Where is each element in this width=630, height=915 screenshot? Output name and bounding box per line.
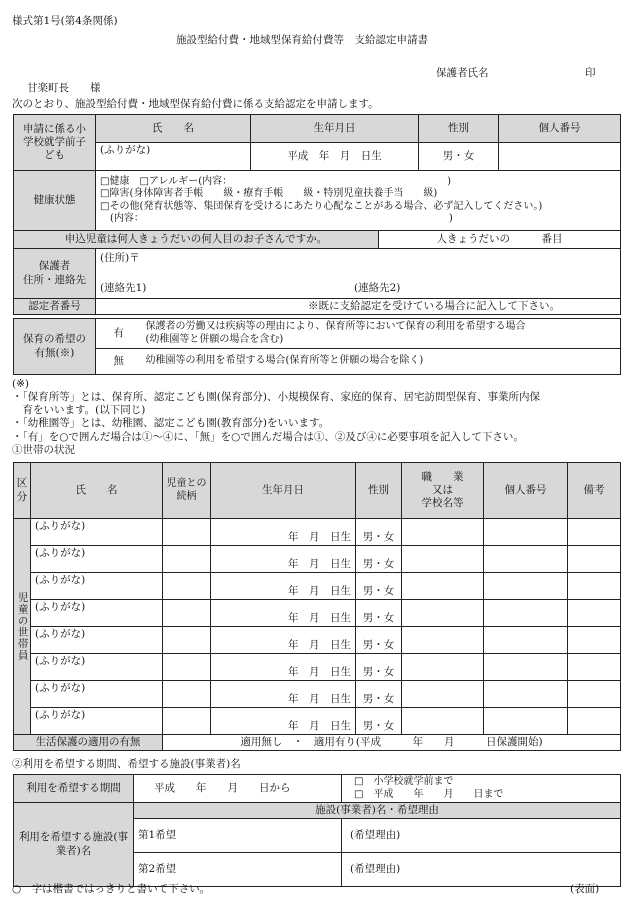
section2-title: ②利用を希望する期間、希望する施設(事業者)名 — [12, 758, 241, 770]
member-name-field[interactable] — [31, 573, 163, 600]
welfare-field[interactable]: 適用無し ・ 適用有り(平成 年 月 日保護開始) — [163, 735, 621, 751]
note-1b: 育をいいます。(以下同じ) — [12, 404, 146, 417]
member-id-field[interactable] — [484, 600, 568, 627]
cert-number-field[interactable] — [96, 299, 621, 315]
furigana-label: (ふりがな) — [35, 601, 86, 613]
wish-yes-option[interactable]: 有 — [96, 319, 142, 349]
guardian-address-field[interactable] — [96, 249, 621, 299]
member-gender-field[interactable]: 男・女 — [356, 600, 402, 627]
wish-yes-text: 保護者の労働又は疾病等の理由により、保育所等において保育の利用を希望する場合 (幼稚園等と併願の場合を含む) — [142, 319, 621, 349]
member-remarks-field[interactable] — [568, 600, 621, 627]
member-birth-field[interactable]: 年 月 日生 — [211, 519, 356, 546]
wish-no-text: 幼稚園等の利用を希望する場合(保育所等と併願の場合を除く) — [142, 349, 621, 375]
member-remarks-field[interactable] — [568, 573, 621, 600]
col-name-header: 氏 名 — [96, 115, 251, 143]
intro-text: 次のとおり、施設型給付費・地域型保育給付費に係る支給認定を申請します。 — [12, 98, 379, 110]
welfare-label: 生活保護の適用の有無 — [14, 735, 163, 751]
hh-col-id-header: 個人番号 — [484, 463, 568, 519]
col-relation-header: 児童との続柄 — [163, 463, 211, 519]
address-label: (住所)〒 — [100, 252, 140, 264]
member-name-field[interactable] — [31, 681, 163, 708]
member-name-field[interactable] — [31, 654, 163, 681]
form-title: 施設型給付費・地域型保育給付費等 支給認定申請書 — [176, 34, 428, 46]
household-group-label: 児童の世帯員 — [14, 519, 31, 735]
guardian-name-label: 保護者氏名 — [436, 67, 489, 79]
member-relation-field[interactable] — [163, 627, 211, 654]
health-status-field[interactable] — [96, 171, 621, 231]
contact2-label: (連絡先2) — [354, 282, 401, 294]
furigana-label: (ふりがな) — [35, 574, 86, 586]
furigana-label: (ふりがな) — [35, 628, 86, 640]
household-row — [14, 600, 621, 627]
member-birth-field[interactable]: 年 月 日生 — [211, 573, 356, 600]
member-job-field[interactable] — [402, 681, 484, 708]
member-gender-field[interactable]: 男・女 — [356, 681, 402, 708]
furigana-label: (ふりがな) — [35, 655, 86, 667]
form-number: 様式第1号(第4条関係) — [12, 15, 118, 27]
child-name-field[interactable] — [96, 143, 251, 171]
sibling-question: 申込児童は何人きょうだいの何人目のお子さんですか。 — [14, 231, 379, 249]
hh-col-name-header: 氏 名 — [31, 463, 163, 519]
member-id-field[interactable] — [484, 654, 568, 681]
member-gender-field[interactable]: 男・女 — [356, 519, 402, 546]
choice1-label: 第1希望 — [138, 829, 177, 842]
member-remarks-field[interactable] — [568, 708, 621, 735]
period-label: 利用を希望する期間 — [14, 775, 134, 803]
note-1a: ・「保育所等」とは、保育所、認定こども園(保育部分)、小規模保育、家庭的保育、居宅訪問型保育、事業所内保 — [12, 391, 540, 404]
furigana-label: (ふりがな) — [35, 682, 86, 694]
note-3: ・「有」を○で囲んだ場合は①～④に、「無」を○で囲んだ場合は①、②及び④に必要事項を記入して下さい。 — [12, 430, 524, 443]
member-name-field[interactable] — [31, 600, 163, 627]
health-line-4: (内容： ) — [100, 213, 453, 224]
furigana-label: (ふりがな) — [35, 709, 86, 721]
choice1-field[interactable] — [134, 819, 342, 853]
note-2: ・「幼稚園等」とは、幼稚園、認定こども園(教育部分)をいいます。 — [12, 417, 330, 430]
member-name-field[interactable] — [31, 708, 163, 735]
member-birth-field[interactable]: 年 月 日生 — [211, 600, 356, 627]
col-gender-header: 性別 — [419, 115, 499, 143]
col-category-header: 区分 — [14, 463, 31, 519]
notes-block — [12, 378, 622, 457]
page-side-label: (表面) — [570, 883, 600, 895]
member-relation-field[interactable] — [163, 519, 211, 546]
guardian-address-label: 保護者 住所・連絡先 — [14, 249, 96, 299]
member-job-field[interactable] — [402, 600, 484, 627]
member-relation-field[interactable] — [163, 573, 211, 600]
household-row — [14, 627, 621, 654]
wish-label: 保育の希望の有無(※) — [14, 319, 96, 375]
col-remarks-header: 備考 — [568, 463, 621, 519]
period-option-2[interactable]: □ 平成 年 月 日まで — [354, 788, 504, 800]
member-job-field[interactable] — [402, 654, 484, 681]
contact1-label: (連絡先1) — [100, 282, 147, 294]
member-relation-field[interactable] — [163, 681, 211, 708]
hh-col-gender-header: 性別 — [356, 463, 402, 519]
period-start-field[interactable]: 平成 年 月 日から — [134, 775, 342, 803]
choice2-reason-field[interactable]: (希望理由) — [342, 853, 621, 887]
member-remarks-field[interactable] — [568, 681, 621, 708]
cert-number-label: 認定者番号 — [14, 299, 96, 315]
facility-label: 利用を希望する施設(事業者)名 — [14, 803, 134, 887]
cert-note: ※既に支給認定を受けている場合に記入して下さい。 — [308, 300, 560, 312]
member-gender-field[interactable]: 男・女 — [356, 546, 402, 573]
member-birth-field[interactable]: 年 月 日生 — [211, 681, 356, 708]
addressee: 甘楽町長 様 — [27, 82, 101, 94]
member-id-field[interactable] — [484, 573, 568, 600]
member-id-field[interactable] — [484, 519, 568, 546]
member-id-field[interactable] — [484, 627, 568, 654]
household-row — [14, 681, 621, 708]
household-row — [14, 654, 621, 681]
member-relation-field[interactable] — [163, 600, 211, 627]
hh-col-birth-header: 生年月日 — [211, 463, 356, 519]
member-id-field[interactable] — [484, 546, 568, 573]
col-birth-header: 生年月日 — [251, 115, 419, 143]
child-birthdate-field[interactable]: 平成 年 月 日生 — [251, 143, 419, 171]
choice2-label: 第2希望 — [138, 863, 177, 876]
period-end-field[interactable] — [342, 775, 621, 803]
member-id-field[interactable] — [484, 681, 568, 708]
facility-table — [13, 774, 621, 887]
choice2-field[interactable] — [134, 853, 342, 887]
footer-instruction: ○ 字は楷書ではっきりと書いて下さい。 — [12, 883, 211, 895]
member-name-field[interactable] — [31, 627, 163, 654]
member-job-field[interactable] — [402, 627, 484, 654]
household-row — [14, 546, 621, 573]
household-table — [13, 462, 621, 751]
member-birth-field[interactable]: 年 月 日生 — [211, 546, 356, 573]
member-remarks-field[interactable] — [568, 654, 621, 681]
col-id-header: 個人番号 — [499, 115, 621, 143]
member-gender-field[interactable]: 男・女 — [356, 654, 402, 681]
health-label: 健康状態 — [14, 171, 96, 231]
member-birth-field[interactable]: 年 月 日生 — [211, 708, 356, 735]
household-row — [14, 519, 621, 546]
member-job-field[interactable] — [402, 573, 484, 600]
seal-mark: 印 — [585, 67, 596, 79]
member-remarks-field[interactable] — [568, 627, 621, 654]
member-gender-field[interactable]: 男・女 — [356, 708, 402, 735]
member-job-field[interactable] — [402, 519, 484, 546]
notes-mark: (※) — [12, 378, 29, 390]
member-gender-field[interactable]: 男・女 — [356, 573, 402, 600]
member-relation-field[interactable] — [163, 654, 211, 681]
wish-table — [13, 318, 621, 375]
furigana-label: (ふりがな) — [35, 547, 86, 559]
member-job-field[interactable] — [402, 546, 484, 573]
health-line-2: □障害(身体障害者手帳 級・療育手帳 級・特別児童扶養手当 級) — [100, 188, 438, 199]
sibling-answer-field[interactable]: 人きょうだいの 番目 — [379, 231, 621, 249]
child-row-header: 申請に係る小学校就学前子ども — [14, 115, 96, 171]
col-job-header: 職 業 又は 学校名等 — [402, 463, 484, 519]
child-gender-field[interactable]: 男・女 — [419, 143, 499, 171]
member-id-field[interactable] — [484, 708, 568, 735]
wish-no-option[interactable]: 無 — [96, 349, 142, 375]
period-option-1[interactable]: □ 小学校就学前まで — [354, 776, 454, 787]
member-remarks-field[interactable] — [568, 546, 621, 573]
household-row — [14, 573, 621, 600]
child-id-field[interactable] — [499, 143, 621, 171]
member-remarks-field[interactable] — [568, 519, 621, 546]
choice1-reason-field[interactable]: (希望理由) — [342, 819, 621, 853]
member-job-field[interactable] — [402, 708, 484, 735]
member-birth-field[interactable]: 年 月 日生 — [211, 654, 356, 681]
child-info-table — [13, 114, 621, 315]
facility-header: 施設(事業者)名・希望理由 — [134, 803, 621, 819]
health-line-1: □健康 □アレルギー(内容： ) — [100, 175, 452, 187]
member-name-field[interactable] — [31, 546, 163, 573]
member-name-field[interactable] — [31, 519, 163, 546]
health-line-3: □その他(発育状態等、集団保育を受けるにあたり心配なことがある場合、必ず記入してください。) — [100, 200, 543, 212]
member-relation-field[interactable] — [163, 546, 211, 573]
household-row — [14, 708, 621, 735]
furigana-label: (ふりがな) — [100, 144, 151, 156]
member-relation-field[interactable] — [163, 708, 211, 735]
furigana-label: (ふりがな) — [35, 520, 86, 532]
section1-title: ①世帯の状況 — [12, 443, 75, 456]
member-gender-field[interactable]: 男・女 — [356, 627, 402, 654]
member-birth-field[interactable]: 年 月 日生 — [211, 627, 356, 654]
